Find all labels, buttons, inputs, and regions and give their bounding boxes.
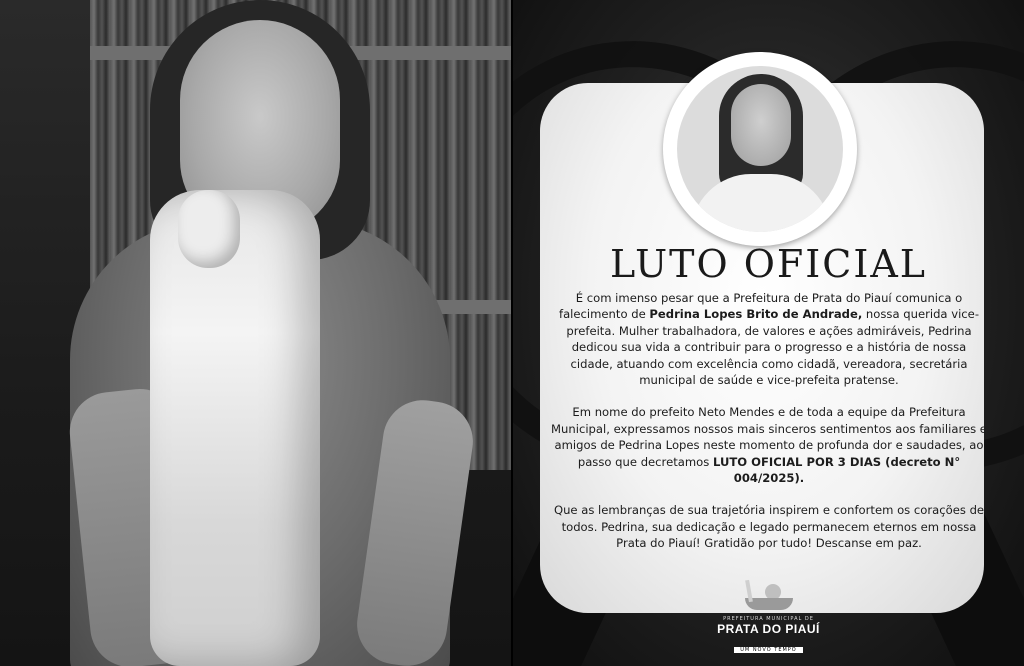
mourning-notice <box>513 0 1024 666</box>
portrait-shoulders <box>691 174 831 232</box>
notice-title: LUTO OFICIAL <box>609 242 928 286</box>
decree-text: LUTO OFICIAL POR 3 DIAS (decreto N° 004/2025). <box>712 454 961 486</box>
logo-tagline: UM NOVO TEMPO <box>734 647 803 653</box>
logo-subtitle: PREFEITURA MUNICIPAL DE <box>723 616 814 622</box>
deceased-name: Pedrina Lopes Brito de Andrade, <box>649 307 863 322</box>
portrait-face <box>731 84 791 166</box>
notice-paragraph-1: É com imenso pesar que a Prefeitura de Prata do Piauí comunica o falecimento de Pedrina Lopes Brito de Andrade, nossa querida vice-prefeita. Mulher trabalhadora, de valores e ações admiráveis, Pedrina dedicou sua vida a contribuir para o progresso e a história de nossa cidade, atuando com excelência como cidadã, vereadora, secretária municipal de saúde e vice-prefeita pratense. <box>559 291 979 388</box>
logo-name: PRATA DO PIAUÍ <box>717 622 820 636</box>
statue-figure <box>150 190 320 666</box>
memorial-photo <box>0 0 511 666</box>
statue-head <box>178 190 240 268</box>
notice-body <box>549 290 989 568</box>
notice-paragraph-2: Em nome do prefeito Neto Mendes e de toda a equipe da Prefeitura Municipal, expressamos nossos mais sinceros sentimentos aos familiares e amigos de Pedrina Lopes neste momento de profunda dor e saudades, ao passo que decretamos LUTO OFICIAL POR 3 DIAS (decreto N° 004/2025). <box>551 405 987 486</box>
portrait-photo <box>677 66 843 232</box>
logo-emblem-icon <box>739 578 799 614</box>
notice-paragraph-3: Que as lembranças de sua trajetória inspirem e confortem os corações de todos. Pedrina, sua dedicação e legado permanecem eternos em nossa Prata do Piauí! Gratidão por tudo! Descanse em paz. <box>553 503 985 551</box>
municipality-logo <box>513 578 1024 655</box>
